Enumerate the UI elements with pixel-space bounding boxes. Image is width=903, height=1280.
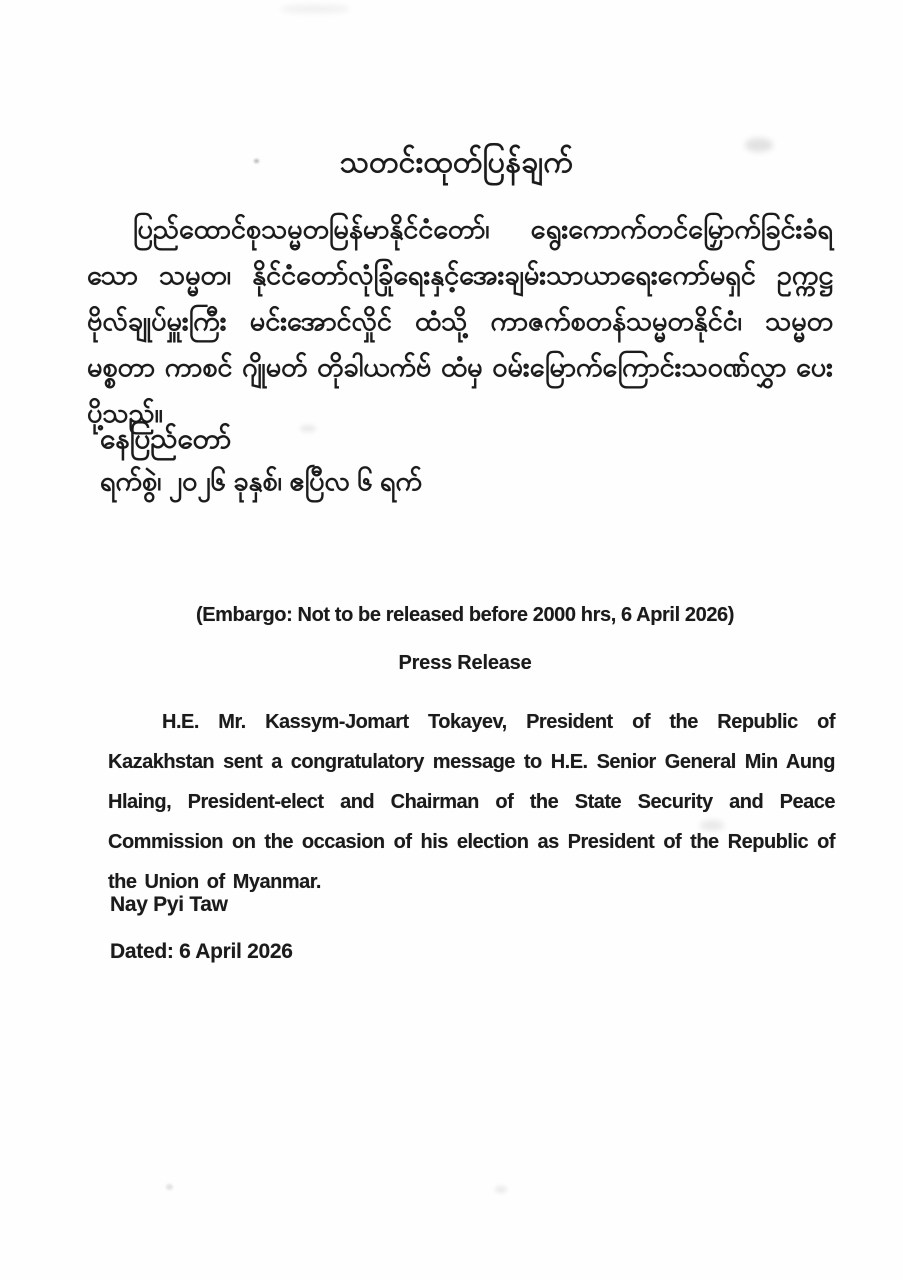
scan-artifact — [300, 425, 316, 432]
press-release-title-burmese: သတင်းထုတ်ပြန်ချက် — [339, 146, 574, 179]
scan-artifact — [254, 159, 259, 163]
scan-artifact — [495, 1186, 507, 1193]
body-paragraph-burmese: ပြည်ထောင်စုသမ္မတမြန်မာနိုင်ငံတော်၊ ရွေးကောက်တင်မြှောက်ခြင်းခံရသော သမ္မတ၊ နိုင်ငံတော်လုံခြုံရေးနှင့်အေးချမ်းသာယာရေးကော်မရှင် ဥက္ကဋ္ဌ ဗိုလ်ချုပ်မှူးကြီး မင်းအောင်လှိုင် ထံသို့ ကာဇက်စတန်သမ္မတနိုင်ငံ၊ သမ္မတ မစ္စတာ ကာစင် ဂျိုမတ် တိုခါယက်ဗ် ထံမှ ဝမ်းမြောက်ကြောင်းသဝဏ်လွှာ ပေးပို့သည်။ — [87, 214, 833, 428]
scan-artifact — [280, 5, 350, 13]
press-release-heading: Press Release — [398, 652, 532, 674]
place-line-english: Nay Pyi Taw — [110, 893, 228, 916]
body-paragraph-english: H.E. Mr. Kassym-Jomart Tokayev, President of the Republic of Kazakhstan sent a congratulatory message to H.E. Senior General Min Aung Hlaing, President-elect and Chairman of the State Security and Peace Commission on the occasion of his election as President of the Republic of the Union of Myanmar. — [108, 711, 835, 893]
date-line-burmese: ရက်စွဲ၊ ၂၀၂၆ ခုနှစ်၊ ဧပြီလ ၆ ရက် — [100, 466, 422, 496]
scan-artifact — [166, 1184, 173, 1190]
embargo-line: (Embargo: Not to be released before 2000 hrs, 6 April 2026) — [195, 604, 735, 626]
scan-artifact — [745, 138, 773, 152]
scan-artifact — [700, 820, 724, 831]
place-line-burmese: နေပြည်တော် — [100, 423, 232, 454]
date-line-english: Dated: 6 April 2026 — [110, 940, 293, 963]
